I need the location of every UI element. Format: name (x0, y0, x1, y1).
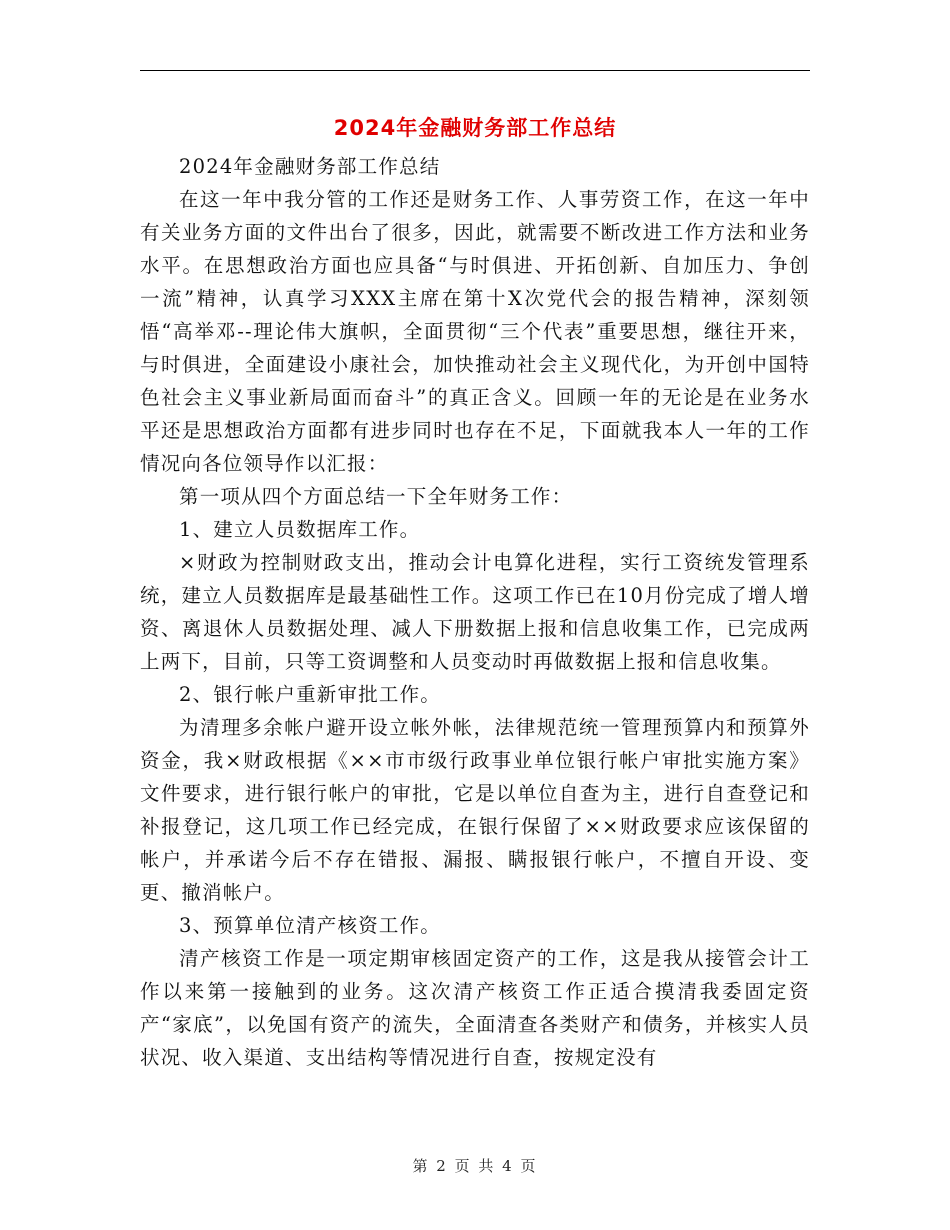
paragraph: 2、银行帐户重新审批工作。 (179, 683, 442, 706)
paragraph: 第一项从四个方面总结一下全年财务工作： (179, 485, 573, 508)
paragraph: ×财政为控制财政支出，推动会计电算化进程，实行工资统发管理系统，建立人员数据库是最基础性工作。这项工作已在10月份完成了增人增资、离退休人员数据处理、减人下册数据上报和信息收集工作，已完成两上两下，目前，只等工资调整和人员变动时再做数据上报和信息收集。 (140, 551, 810, 673)
page-footer: 第 2 页 共 4 页 (412, 1157, 538, 1175)
paragraph: 3、预算单位清产核资工作。 (179, 914, 442, 937)
document-body (140, 150, 810, 1074)
paragraph: 清产核资工作是一项定期审核固定资产的工作，这是我从接管会计工作以来第一接触到的业务。这次清产核资工作正适合摸清我委固定资产“家底”，以免国有资产的流失，全面清查各类财产和债务，并核实人员状况、收入渠道、支出结构等情况进行自查，按规定没有 (140, 947, 810, 1069)
header-rule (140, 70, 810, 71)
paragraph: 在这一年中我分管的工作还是财务工作、人事劳资工作，在这一年中有关业务方面的文件出台了很多，因此，就需要不断改进工作方法和业务水平。在思想政治方面也应具备“与时俱进、开拓创新、自加压力、争创一流”精神，认真学习XXX主席在第十X次党代会的报告精神，深刻领悟“高举邓--理论伟大旗帜，全面贯彻“三个代表”重要思想，继往开来，与时俱进，全面建设小康社会，加快推动社会主义现代化，为开创中国特色社会主义事业新局面而奋斗”的真正含义。回顾一年的无论是在业务水平还是思想政治方面都有进步同时也存在不足，下面就我本人一年的工作情况向各位领导作以汇报： (140, 188, 810, 475)
paragraph: 1、建立人员数据库工作。 (179, 518, 421, 541)
document-title: 2024年金融财务部工作总结 (333, 116, 617, 140)
paragraph: 为清理多余帐户避开设立帐外帐，法律规范统一管理预算内和预算外资金，我×财政根据《××市市级行政事业单位银行帐户审批实施方案》文件要求，进行银行帐户的审批，它是以单位自查为主，进行自查登记和补报登记，这几项工作已经完成，在银行保留了××财政要求应该保留的帐户，并承诺今后不存在错报、漏报、瞒报银行帐户，不擅自开设、变更、撤消帐户。 (140, 716, 810, 904)
paragraph: 2024年金融财务部工作总结 (179, 155, 441, 178)
